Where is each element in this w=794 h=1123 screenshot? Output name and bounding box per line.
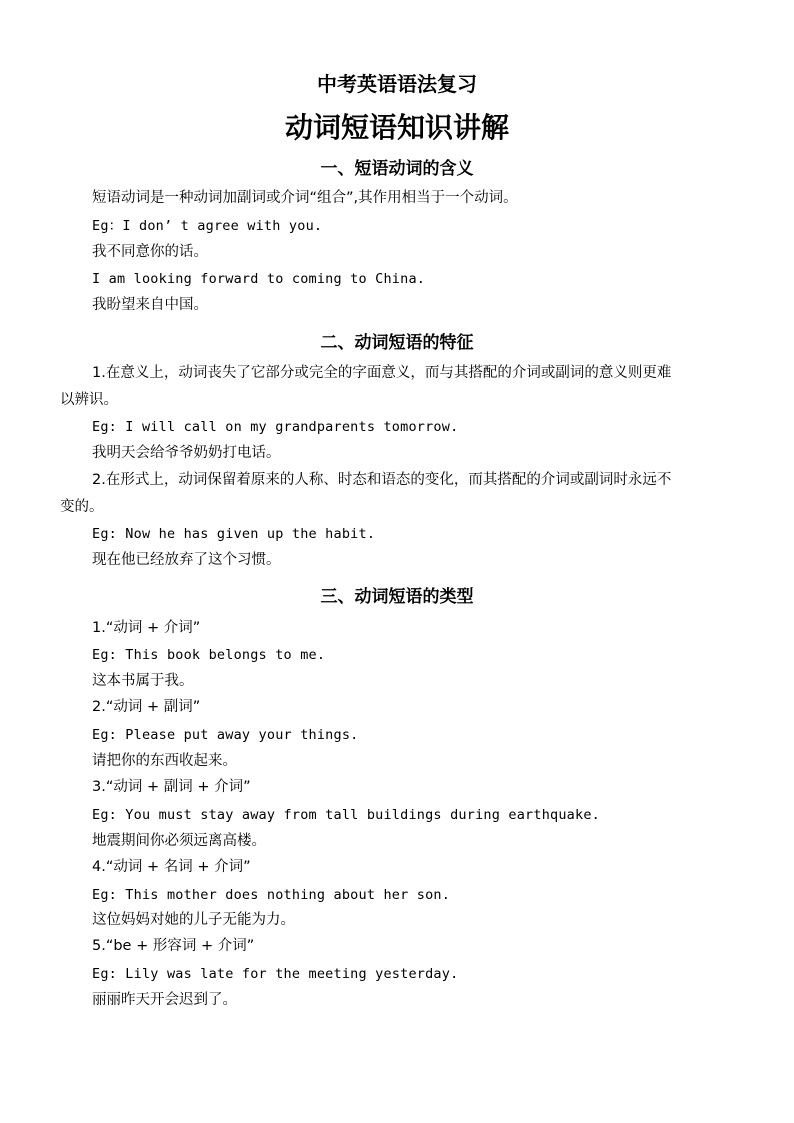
document-title: 中考英语语法复习 <box>317 72 477 96</box>
example-sentence: Eg: Now he has given up the habit. <box>92 526 376 542</box>
phrase-type: 5.“be + 形容词 + 介词” <box>92 938 255 954</box>
paragraph-line: 以辨识。 <box>60 392 118 408</box>
translation-line: 丽丽昨天开会迟到了。 <box>92 992 237 1008</box>
translation-line: 这本书属于我。 <box>92 673 194 689</box>
example-sentence: Eg: This mother does nothing about her son. <box>92 887 451 903</box>
document-subtitle: 动词短语知识讲解 <box>284 111 509 144</box>
example-sentence: Eg: Lily was late for the meeting yesterday. <box>92 966 459 982</box>
example-sentence: Eg: You must stay away from tall buildings during earthquake. <box>92 807 600 823</box>
example-sentence: I am looking forward to coming to China. <box>92 271 426 287</box>
phrase-type: 3.“动词 + 副词 + 介词” <box>92 779 251 795</box>
phrase-type: 4.“动词 + 名词 + 介词” <box>92 859 251 875</box>
example-sentence: Eg: I will call on my grandparents tomorrow. <box>92 419 459 435</box>
translation-line: 我盼望来自中国。 <box>92 297 208 313</box>
paragraph-line: 1.在意义上，动词丧失了它部分或完全的字面意义，而与其搭配的介词或副词的意义则更难 <box>92 365 672 381</box>
example-sentence: Eg: Please put away your things. <box>92 727 359 743</box>
translation-line: 现在他已经放弃了这个习惯。 <box>92 552 281 568</box>
translation-line: 这位妈妈对她的儿子无能为力。 <box>92 912 295 928</box>
paragraph-line: 短语动词是一种动词加副词或介词“组合”,其作用相当于一个动词。 <box>92 190 518 206</box>
paragraph-line: 2.在形式上，动词保留着原来的人称、时态和语态的变化，而其搭配的介词或副词时永远不 <box>92 472 672 488</box>
translation-line: 地震期间你必须远离高楼。 <box>92 833 266 849</box>
translation-line: 请把你的东西收起来。 <box>92 753 237 769</box>
example-sentence: Eg: This book belongs to me. <box>92 647 326 663</box>
paragraph-line: 变的。 <box>60 499 104 515</box>
section-heading-2: 二、动词短语的特征 <box>320 333 474 353</box>
example-sentence: Eg：I don’ t agree with you. <box>92 218 323 234</box>
section-heading-1: 一、短语动词的含义 <box>320 159 474 179</box>
phrase-type: 1.“动词 + 介词” <box>92 620 201 636</box>
translation-line: 我不同意你的话。 <box>92 244 208 260</box>
phrase-type: 2.“动词 + 副词” <box>92 699 201 715</box>
section-heading-3: 三、动词短语的类型 <box>320 587 474 607</box>
translation-line: 我明天会给爷爷奶奶打电话。 <box>92 445 281 461</box>
